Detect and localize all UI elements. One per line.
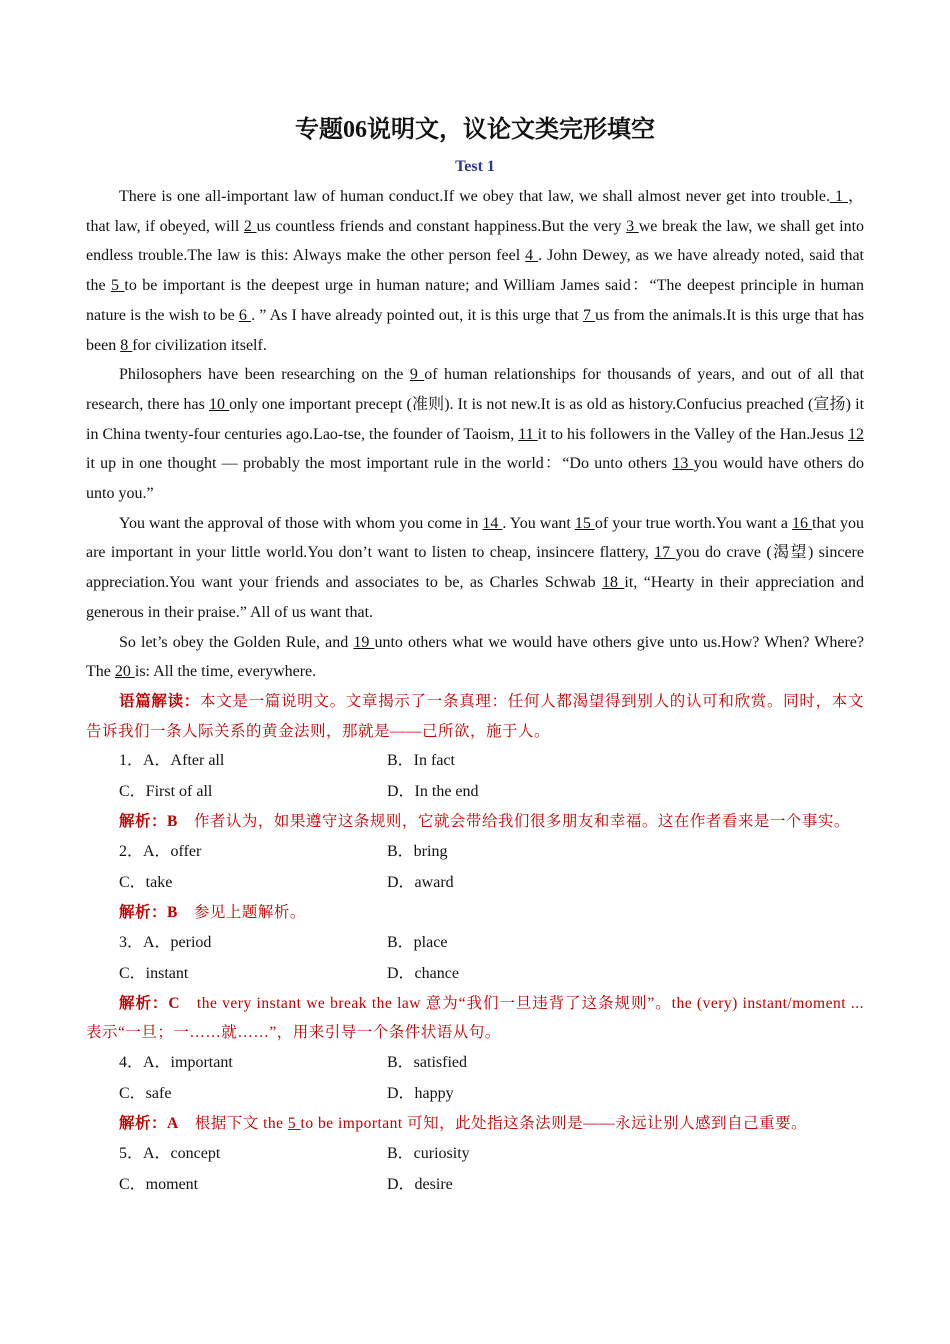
question-list [86,746,864,1200]
question-options [86,928,864,989]
passage-intro [86,687,864,746]
blank-marker: 5 [110,277,125,295]
answer-analysis [86,807,864,837]
text-segment: we break the law, we shall get into endless trouble.The law is this: Always make the other person feel [86,217,865,265]
text-segment: of human relationships for thousands of years, and out of all that research, there has [86,366,865,413]
text-segment: 根据下文 the [178,1115,288,1133]
question-options [86,1048,864,1109]
text-segment: to be important is the deepest urge in human nature; and William James said：“The deepest principle in human nature is the wish to be [86,277,865,324]
text-segment: ， that law, if obeyed, will [86,188,865,235]
analysis-label: 解析：B [119,904,178,922]
text-segment: you do crave (渴望) sincere appreciation.You want your friends and associates to be, as Charles Schwab [86,544,864,592]
answer-analysis [86,989,864,1048]
passage [86,182,864,687]
option-a: 4．A．important [119,1054,233,1072]
text-segment: only one important precept (准则). It is not new.It is as old as history.Confucius preached (宣扬) it in China twenty-four centuries ago.Lao-tse, the founder of Taoism, [86,395,865,443]
intro-label: 语篇解读： [119,692,200,710]
blank-marker: 10 [209,395,230,413]
intro-text: 本文是一篇说明文。文章揭示了一条真理：任何人都渴望得到别人的认可和欣赏。同时，本文告诉我们一条人际关系的黄金法则，那就是——己所欲，施于人。 [86,692,864,740]
text-segment: So let’s obey the Golden Rule, and [119,633,354,651]
text-segment: to be important 可知，此处指这条法则是——永远让别人感到自己重要。 [300,1115,808,1133]
answer-analysis [86,898,864,928]
option-c: C．First of all [119,783,213,801]
question-options [86,746,864,807]
blank-marker: 8 [120,336,133,354]
blank-marker: 18 [602,574,625,592]
blank-marker: 2 [243,217,257,235]
document-page [86,112,864,1200]
question-options [86,837,864,898]
blank-marker: 14 [482,514,503,532]
option-d: D．happy [387,1085,454,1103]
option-d: D．award [387,874,454,892]
option-a: 1．A．After all [119,752,225,770]
option-d: D．chance [387,964,459,982]
blank-marker: 11 [518,425,538,443]
question-options [86,1139,864,1200]
option-d: D．In the end [387,783,479,801]
option-b: B．In fact [387,752,455,770]
text-segment: the very instant we break the law 意为“我们一旦违背了这条规则”。the (very) instant/moment ...表示“一旦；一……就……”，用来引导一个条件状语从句。 [86,994,864,1042]
text-segment: us countless friends and constant happiness.But the very [256,217,627,235]
blank-marker: 12 [848,425,865,443]
blank-marker: 16 [791,514,812,532]
blank-marker: 7 [582,306,596,324]
blank-marker: 6 [238,306,252,324]
option-a: 5．A．concept [119,1144,221,1162]
analysis-label: 解析：C [119,994,181,1012]
text-segment: us from the animals.It is this urge that has been [86,306,865,354]
option-c: C．take [119,874,173,892]
text-segment: . John Dewey, as we have already noted, said that the [86,247,865,295]
option-d: D．desire [387,1175,453,1193]
blank-marker: 4 [525,247,539,265]
text-segment: . You want [502,514,575,532]
answer-analysis [86,1109,864,1139]
text-segment: it up in one thought — probably the most important rule in the world：“Do unto others [86,455,673,473]
text-segment: is: All the time, everywhere. [134,663,317,681]
passage-paragraph [86,628,864,687]
page-title: 专题06说明文，议论文类完形填空 [295,117,655,143]
option-b: B．satisfied [387,1054,467,1072]
blank-marker: 13 [672,455,694,473]
option-a: 2．A．offer [119,843,202,861]
text-segment: Philosophers have been researching on the [119,366,410,384]
option-c: C．moment [119,1175,199,1193]
test-label: Test 1 [455,158,495,175]
option-b: B．place [387,933,448,951]
blank-marker: 17 [654,544,676,562]
text-segment: . ” As I have already pointed out, it is this urge that [251,306,583,324]
text-segment: you would have others do unto you.” [86,455,865,503]
analysis-label: 解析：B [119,813,178,831]
option-c: C．safe [119,1085,172,1103]
blank-marker: 9 [409,366,425,384]
passage-paragraph [86,182,864,360]
blank-marker: 1 [829,188,848,205]
text-segment: of your true worth.You want a [594,514,792,532]
blank-marker: 15 [574,514,595,532]
text-segment: unto others what we would have others give unto us.How? When? Where? The [86,633,865,681]
blank-marker: 3 [626,217,639,235]
text-segment: it, “Hearty in their appreciation and generous in their praise.” All of us want that. [86,574,864,621]
analysis-label: 解析：A [119,1115,179,1133]
text-segment: You want the approval of those with whom you come in [119,514,483,532]
blank-marker: 20 [114,663,135,681]
text-segment: for civilization itself. [132,336,267,354]
text-segment: that you are important in your little world.You don’t want to listen to cheap, insincere flattery, [86,514,865,562]
blank-marker: 5 [287,1115,301,1133]
text-segment: 参见上题解析。 [177,904,306,922]
option-c: C．instant [119,964,189,982]
option-b: B．curiosity [387,1144,470,1162]
option-a: 3．A．period [119,933,212,951]
option-b: B．bring [387,843,448,861]
text-segment: There is one all-important law of human conduct.If we obey that law, we shall almost never get into trouble. [119,188,830,205]
text-segment: it to his followers in the Valley of the Han.Jesus [537,425,849,443]
passage-paragraph [86,509,864,628]
passage-paragraph [86,360,864,509]
text-segment: 作者认为，如果遵守这条规则，它就会带给我们很多朋友和幸福。这在作者看来是一个事实。 [177,813,850,831]
blank-marker: 19 [353,633,375,651]
